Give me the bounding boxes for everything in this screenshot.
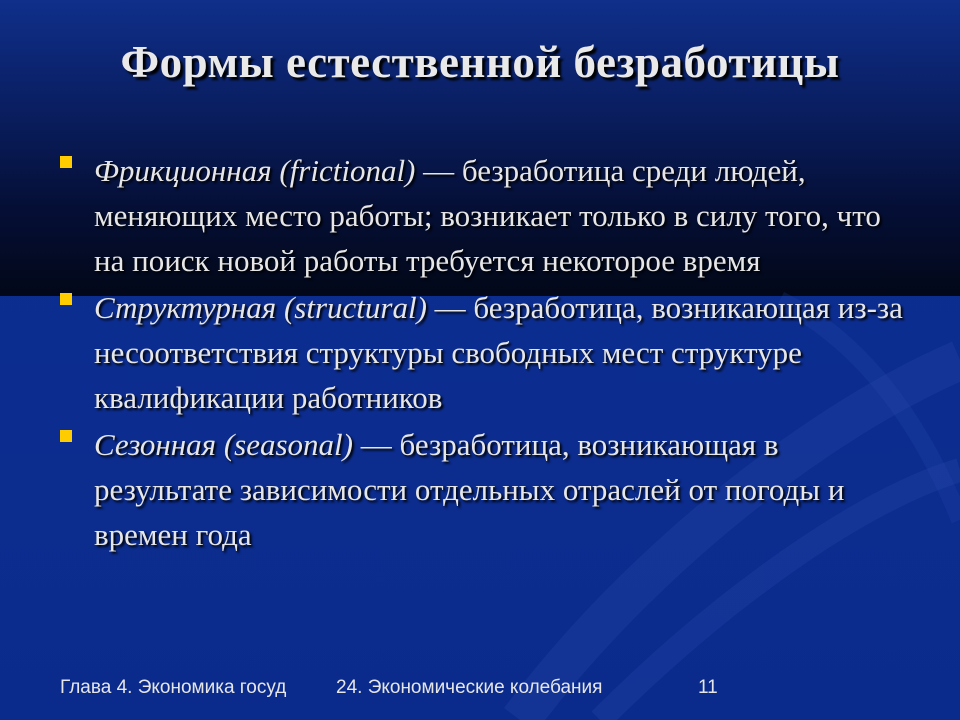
bullet-item-frictional (58, 148, 918, 283)
bullet-text: — безработица среди людей, меняющих место работы; возникает только в силу того, что на поиск новой работы требуется некоторое время (94, 153, 881, 278)
footer-section: 24. Экономические колебания (336, 677, 603, 698)
square-bullet-icon (60, 430, 72, 442)
bullet-item-seasonal (58, 422, 918, 557)
bullet-list (58, 148, 918, 559)
page-number: 11 (698, 677, 718, 698)
bullet-term: Структурная (structural) (94, 290, 427, 325)
bullet-term: Фрикционная (frictional) (94, 153, 416, 188)
slide-title: Формы естественной безработицы (120, 37, 840, 87)
footer-chapter: Глава 4. Экономика госуд (60, 677, 287, 698)
bullet-term: Сезонная (seasonal) (94, 427, 353, 462)
square-bullet-icon (60, 293, 72, 305)
bullet-text: — безработица, возникающая из-за несоответствия структуры свободных мест структуре квалификации работников (94, 290, 903, 415)
bullet-text: — безработица, возникающая в результате зависимости отдельных отраслей от погоды и времен года (94, 427, 845, 552)
square-bullet-icon (60, 156, 72, 168)
bullet-item-structural (58, 285, 918, 420)
